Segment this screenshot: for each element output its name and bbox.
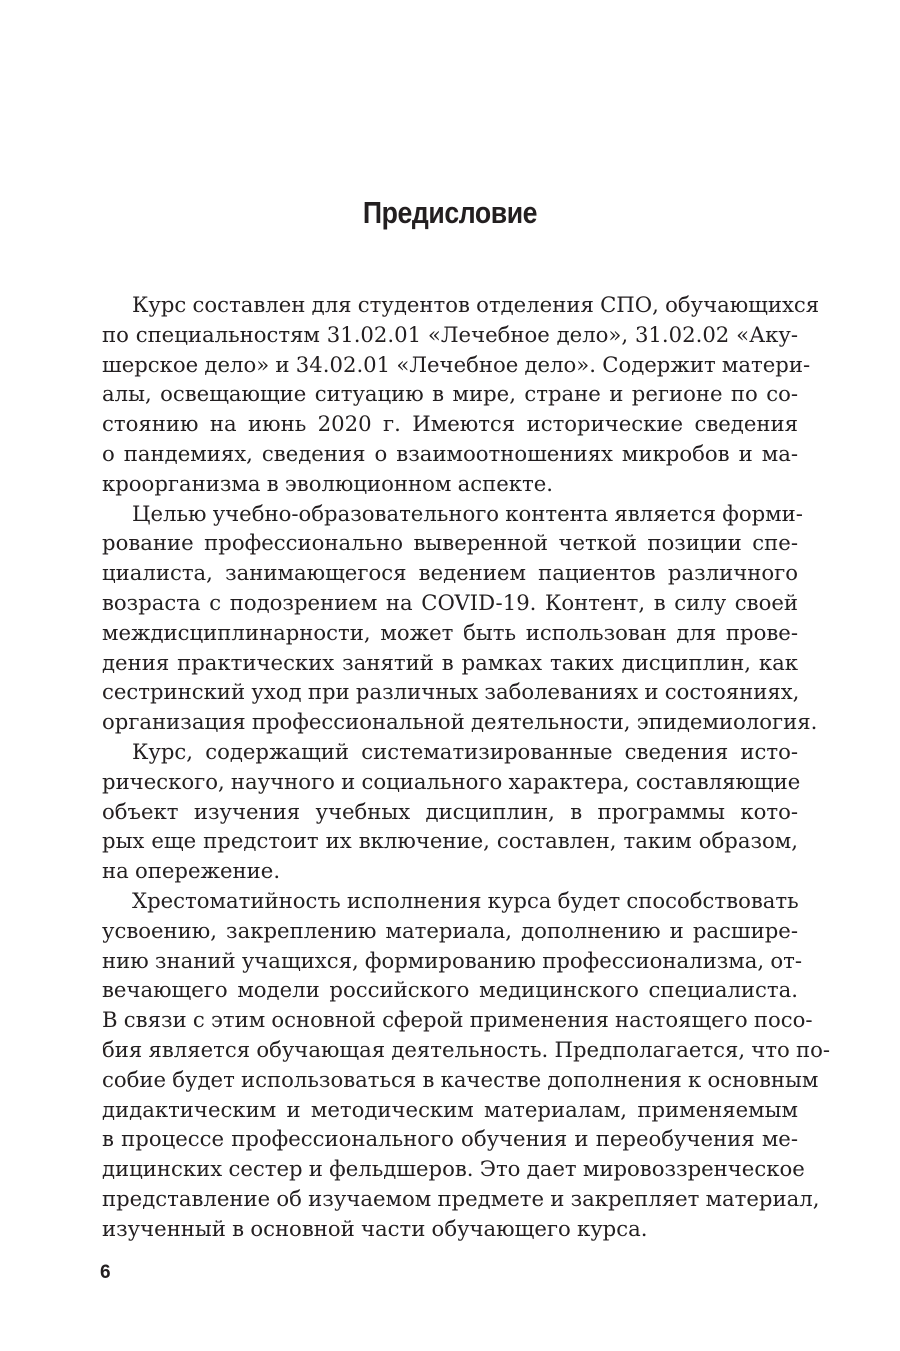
text-line: дицинских сестер и фельдшеров. Это дает мировоззренческое — [102, 1156, 805, 1182]
paragraph — [102, 499, 818, 737]
text-line: шерское дело» и 34.02.01 «Лечебное дело». Содержит матери- — [102, 351, 811, 377]
text-line: Курс составлен для студентов отделения СПО, обучающихся — [132, 292, 820, 317]
text-line: сестринский уход при различных заболеваниях и состояниях, — [102, 679, 800, 705]
text-line: дидактическим и методическим материалам, применяемым — [102, 1096, 798, 1122]
text-line: усвоению, закреплению материала, дополнению и расшире- — [102, 917, 798, 943]
text-line: рование профессионально выверенной четкой позиции спе- — [102, 530, 798, 556]
text-line: Хрестоматийность исполнения курса будет способствовать — [132, 887, 799, 913]
text-line: на опережение. — [102, 858, 281, 884]
text-line: объект изучения учебных дисциплин, в программы кото- — [102, 798, 798, 824]
text-line: вечающего модели российского медицинского специалиста. — [102, 977, 798, 1003]
text-line: по специальностям 31.02.01 «Лечебное дело», 31.02.02 «Аку- — [102, 321, 798, 347]
text-line: рых еще предстоит их включение, составлен, таким образом, — [102, 828, 798, 854]
text-line: рического, научного и социального характера, составляющие — [102, 768, 801, 794]
text-line: кроорганизма в эволюционном аспекте. — [102, 470, 553, 496]
text-line: бия является обучающая деятельность. Предполагается, что по- — [102, 1036, 831, 1062]
preface-body — [102, 290, 831, 1244]
text-line: организация профессиональной деятельности, эпидемиология. — [102, 709, 818, 735]
text-line: Целью учебно-образовательного контента является форми- — [132, 500, 803, 526]
text-line: алы, освещающие ситуацию в мире, стране и регионе по со- — [102, 381, 798, 407]
text-line: возраста с подозрением на COVID-19. Контент, в силу своей — [102, 589, 798, 615]
text-line: в процессе профессионального обучения и переобучения ме- — [102, 1126, 798, 1152]
paragraph — [102, 737, 801, 886]
text-line: о пандемиях, сведения о взаимоотношениях микробов и ма- — [102, 440, 798, 466]
page-title: Предисловие — [362, 195, 538, 230]
text-line: циалиста, занимающегося ведением пациентов различного — [102, 560, 798, 586]
text-line: собие будет использоваться в качестве дополнения к основным — [102, 1066, 819, 1092]
page-number: 6 — [100, 1262, 111, 1283]
text-line: изученный в основной части обучающего курса. — [102, 1215, 648, 1241]
text-line: дения практических занятий в рамках таких дисциплин, как — [102, 649, 798, 675]
text-line: междисциплинарности, может быть использован для прове- — [102, 619, 798, 645]
text-line: В связи с этим основной сферой применения настоящего посо- — [102, 1007, 813, 1033]
text-line: представление об изучаемом предмете и закрепляет материал, — [102, 1185, 820, 1211]
text-line: стоянию на июнь 2020 г. Имеются исторические сведения — [102, 411, 798, 437]
text-line: нию знаний учащихся, формированию профессионализма, от- — [102, 947, 802, 973]
text-line: Курс, содержащий систематизированные сведения исто- — [132, 738, 798, 764]
paragraph — [102, 290, 820, 499]
paragraph — [102, 886, 831, 1244]
